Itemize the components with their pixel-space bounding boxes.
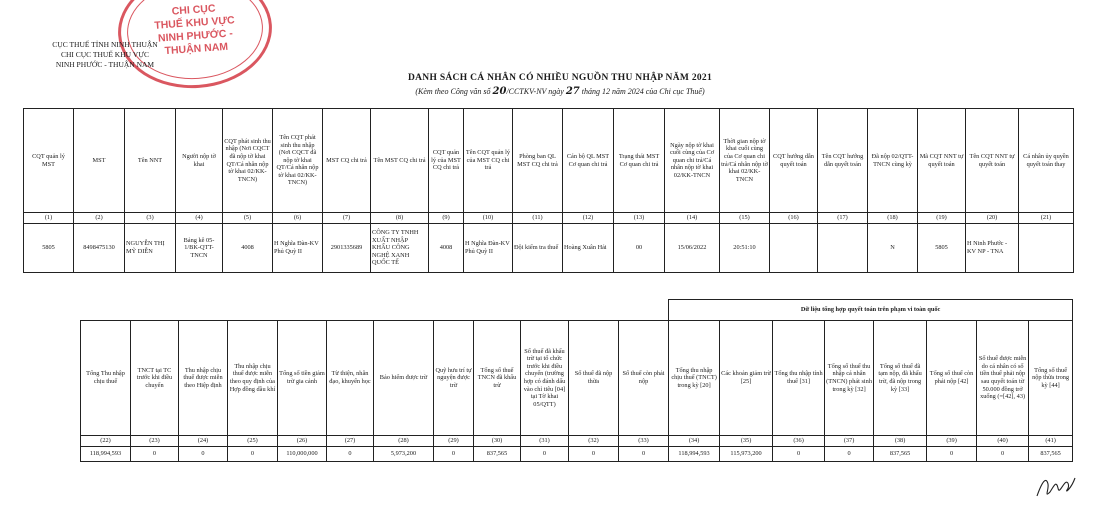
table2-header-cell-16: Tổng số thuế thu nhập cá nhân (TNCN) phát sinh trong kỳ [32] — [825, 321, 874, 436]
table1-col-number-6: (6) — [273, 213, 323, 224]
table1-data-cell-17 — [818, 224, 868, 273]
table1-header-cell-13: Trạng thái MST Cơ quan chi trả — [614, 109, 665, 213]
table2-group-row — [81, 300, 1073, 321]
table2-header-cell-15: Tổng thu nhập tính thuế [31] — [773, 321, 825, 436]
table1-header-cell-1: CQT quản lý MST — [24, 109, 74, 213]
table1-data-cell-18: N — [868, 224, 918, 273]
table2-data-cell-10: 0 — [521, 447, 569, 462]
table1-col-number-9: (9) — [429, 213, 464, 224]
table1-col-number-7: (7) — [323, 213, 371, 224]
table1-data-cell-5: 4008 — [223, 224, 273, 273]
table1-data-cell-9: 4008 — [429, 224, 464, 273]
table2-col-number-10: (31) — [521, 436, 569, 447]
table1-header-cell-2: MST — [74, 109, 125, 213]
table2-header-cell-7: Bảo hiểm được trừ — [374, 321, 434, 436]
seal-line-4: THUẬN NAM — [164, 40, 229, 58]
table2-header-cell-20: Tổng số thuế nộp thừa trong kỳ [44] — [1029, 321, 1073, 436]
seal-line-2: THUẾ KHU VỰC — [153, 14, 236, 32]
table2-data-cell-17: 837,565 — [874, 447, 927, 462]
table1-header-cell-5: CQT phát sinh thu nhập (Nơi CQCT đã nộp tờ khai QT/Cá nhân nộp tờ khai 02/KK-TNCN) — [223, 109, 273, 213]
table1-header-row — [24, 109, 1074, 213]
table1-header-cell-10: Tên CQT quản lý của MST CQ chi trả — [464, 109, 513, 213]
table1-col-number-19: (19) — [918, 213, 966, 224]
table2-col-number-9: (30) — [474, 436, 521, 447]
table2-header-cell-4: Thu nhập chịu thuế được miễn theo quy định của Hợp đồng dầu khí — [228, 321, 278, 436]
table1-col-number-11: (11) — [513, 213, 563, 224]
table1-data-cell-14: 15/06/2022 — [665, 224, 720, 273]
table2-col-number-12: (33) — [619, 436, 669, 447]
table2-data-cell-2: 0 — [131, 447, 179, 462]
table1-header-cell-19: Mã CQT NNT tự quyết toán — [918, 109, 966, 213]
table2-group-label: Dữ liệu tổng hợp quyết toán trên phạm vi toàn quốc — [669, 300, 1073, 321]
table1-data-cell-16 — [770, 224, 818, 273]
table1-col-number-5: (5) — [223, 213, 273, 224]
table1-header-cell-20: Tên CQT NNT tự quyết toán — [966, 109, 1019, 213]
table1-header-cell-9: CQT quản lý của MST CQ chi trả — [429, 109, 464, 213]
table1-col-number-4: (4) — [176, 213, 223, 224]
table1-header-cell-12: Cán bộ QL MST Cơ quan chi trả — [563, 109, 614, 213]
table2-header-cell-9: Tổng số thuế TNCN đã khấu trừ — [474, 321, 521, 436]
table2-col-number-1: (22) — [81, 436, 131, 447]
table1-col-number-18: (18) — [868, 213, 918, 224]
table1-col-number-14: (14) — [665, 213, 720, 224]
table1-col-number-20: (20) — [966, 213, 1019, 224]
table1-header-cell-4: Người nộp tờ khai — [176, 109, 223, 213]
table2-data-cell-7: 5,973,200 — [374, 447, 434, 462]
table2-col-number-16: (37) — [825, 436, 874, 447]
seal-line-3: NINH PHƯỚC - — [157, 27, 234, 45]
table2-data-cell-18: 0 — [927, 447, 977, 462]
table2-header-cell-12: Số thuế còn phải nộp — [619, 321, 669, 436]
table2-data-cell-1: 118,994,593 — [81, 447, 131, 462]
table1-data-cell-20: H Ninh Phước - KV NP - TNA — [966, 224, 1019, 273]
table2-number-row — [81, 436, 1073, 447]
table1-data-row — [24, 224, 1074, 273]
table2-col-number-14: (35) — [720, 436, 773, 447]
table2-col-number-11: (32) — [569, 436, 619, 447]
table1-col-number-12: (12) — [563, 213, 614, 224]
table1-col-number-17: (17) — [818, 213, 868, 224]
subtitle-post: tháng 12 năm 2024 của Chi cục Thuế) — [581, 87, 705, 96]
table2-header-cell-5: Tổng số tiền giảm trừ gia cảnh — [278, 321, 327, 436]
table1-data-cell-4: Bảng kê 05-1/BK-QTT-TNCN — [176, 224, 223, 273]
table2-data-cell-11: 0 — [569, 447, 619, 462]
table2-col-number-2: (23) — [131, 436, 179, 447]
agency-line-2: CHI CỤC THUẾ KHU VỰC — [60, 50, 150, 59]
table2-data-cell-16: 0 — [825, 447, 874, 462]
table2-group-spacer — [81, 300, 669, 321]
table2-data-cell-13: 118,994,593 — [669, 447, 720, 462]
table1-data-cell-15: 20:51:10 — [720, 224, 770, 273]
table2-header-cell-11: Số thuế đã nộp thừa — [569, 321, 619, 436]
table2-data-cell-15: 0 — [773, 447, 825, 462]
table2-data-cell-8: 0 — [434, 447, 474, 462]
table1-header-cell-17: Tên CQT hướng dẫn quyết toán — [818, 109, 868, 213]
table2-col-number-7: (28) — [374, 436, 434, 447]
table2-col-number-15: (36) — [773, 436, 825, 447]
table1-data-cell-10: H Nghĩa Đàn-KV Phủ Quỳ II — [464, 224, 513, 273]
table2-header-cell-18: Tổng số thuế còn phải nộp [42] — [927, 321, 977, 436]
table2-data-cell-19: 0 — [977, 447, 1029, 462]
table1-header-cell-14: Ngày nộp tờ khai cuối cùng của Cơ quan chi trả/Cá nhân nộp tờ khai 02/KK-TNCN — [665, 109, 720, 213]
table2-header-cell-13: Tổng thu nhập chịu thuế (TNCT) trong kỳ [20] — [669, 321, 720, 436]
table1-data-cell-2: 8498475130 — [74, 224, 125, 273]
table2-header-cell-6: Từ thiện, nhân đạo, khuyến học — [327, 321, 374, 436]
table2-data-cell-14: 115,973,200 — [720, 447, 773, 462]
table2-col-number-13: (34) — [669, 436, 720, 447]
table1-data-cell-7: 2901335689 — [323, 224, 371, 273]
table2-col-number-18: (39) — [927, 436, 977, 447]
table1-header-cell-15: Thời gian nộp tờ khai cuối cùng của Cơ quan chi trả/Cá nhân nộp tờ khai 02/KK-TNCN — [720, 109, 770, 213]
table2-data-cell-20: 837,565 — [1029, 447, 1073, 462]
table2-col-number-20: (41) — [1029, 436, 1073, 447]
table1-data-cell-21 — [1019, 224, 1074, 273]
table2-col-number-4: (25) — [228, 436, 278, 447]
table1-col-number-13: (13) — [614, 213, 665, 224]
subtitle-mid: /CCTKV-NV ngày — [506, 87, 564, 96]
agency-line-3: NINH PHƯỚC - THUẬN NAM — [55, 60, 155, 69]
table1-header-cell-21: Cá nhân ủy quyền quyết toán thay — [1019, 109, 1074, 213]
table1-data-cell-3: NGUYỄN THỊ MỸ DIỄN — [125, 224, 176, 273]
table1-data-cell-19: 5805 — [918, 224, 966, 273]
table1-data-cell-6: H Nghĩa Đàn-KV Phủ Quỳ II — [273, 224, 323, 273]
table1-data-cell-1: 5805 — [24, 224, 74, 273]
table2-col-number-6: (27) — [327, 436, 374, 447]
table2-data-cell-3: 0 — [179, 447, 228, 462]
document-day: 27 — [565, 86, 580, 97]
table2-header-cell-10: Số thuế đã khấu trừ tại tổ chức trước khi điều chuyển (trường hợp có đánh dấu vào chỉ tiêu [04] tại Tờ khai 05/QTT) — [521, 321, 569, 436]
table2-header-cell-8: Quỹ hưu trí tự nguyện được trừ — [434, 321, 474, 436]
table1-col-number-8: (8) — [371, 213, 429, 224]
seal-line-1: CHI CỤC — [171, 2, 216, 18]
table1-data-cell-12: Hoàng Xuân Hải — [563, 224, 614, 273]
table1-header-cell-6: Tên CQT phát sinh thu nhập (Nơi CQCT đã nộp tờ khai QT/Cá nhân nộp tờ khai 02/KK-TNCN) — [273, 109, 323, 213]
table2-data-cell-5: 110,000,000 — [278, 447, 327, 462]
table2-col-number-17: (38) — [874, 436, 927, 447]
table2-col-number-3: (24) — [179, 436, 228, 447]
tax-settlement-table — [80, 299, 1073, 462]
table2-col-number-8: (29) — [434, 436, 474, 447]
document-number: 20 — [492, 86, 507, 97]
income-sources-table — [23, 108, 1074, 273]
table1-col-number-15: (15) — [720, 213, 770, 224]
table2-header-cell-14: Các khoản giảm trừ [25] — [720, 321, 773, 436]
table1-col-number-3: (3) — [125, 213, 176, 224]
subtitle-pre: (Kèm theo Công văn số — [415, 87, 491, 96]
table1-header-cell-3: Tên NNT — [125, 109, 176, 213]
table2-data-cell-6: 0 — [327, 447, 374, 462]
table1-data-cell-11: Đội kiểm tra thuế — [513, 224, 563, 273]
table1-header-cell-7: MST CQ chi trả — [323, 109, 371, 213]
table2-col-number-5: (26) — [278, 436, 327, 447]
table2-data-row — [81, 447, 1073, 462]
table1-number-row — [24, 213, 1074, 224]
table1-col-number-2: (2) — [74, 213, 125, 224]
table2-data-cell-4: 0 — [228, 447, 278, 462]
table2-header-row — [81, 321, 1073, 436]
table2-header-cell-1: Tổng Thu nhập chịu thuế — [81, 321, 131, 436]
table2-col-number-19: (40) — [977, 436, 1029, 447]
table1-header-cell-16: CQT hướng dẫn quyết toán — [770, 109, 818, 213]
table2-data-cell-9: 837,565 — [474, 447, 521, 462]
table1-header-cell-18: Đã nộp 02/QTT-TNCN cùng kỳ — [868, 109, 918, 213]
table1-header-cell-11: Phòng ban QL MST CQ chi trả — [513, 109, 563, 213]
issuing-agency — [30, 40, 180, 70]
table1-col-number-10: (10) — [464, 213, 513, 224]
agency-line-1: CỤC THUẾ TỈNH NINH THUẬN — [52, 40, 158, 49]
table2-header-cell-3: Thu nhập chịu thuế được miễn theo Hiệp định — [179, 321, 228, 436]
table1-col-number-21: (21) — [1019, 213, 1074, 224]
document-subtitle — [300, 86, 820, 97]
table2-header-cell-17: Tổng số thuế đã tạm nộp, đã khấu trừ, đã nộp trong kỳ [33] — [874, 321, 927, 436]
table2-data-cell-12: 0 — [619, 447, 669, 462]
table1-header-cell-8: Tên MST CQ chi trả — [371, 109, 429, 213]
document-title: DANH SÁCH CÁ NHÂN CÓ NHIỀU NGUỒN THU NHẬP NĂM 2021 — [407, 73, 713, 83]
table1-col-number-1: (1) — [24, 213, 74, 224]
table1-data-cell-13: 00 — [614, 224, 665, 273]
table2-header-cell-19: Số thuế được miễn do cá nhân có số tiền thuế phải nộp sau quyết toán từ 50.000 đồng trở xuống (=[42], 43) — [977, 321, 1029, 436]
table2-header-cell-2: TNCT tại TC trước khi điều chuyển — [131, 321, 179, 436]
table1-col-number-16: (16) — [770, 213, 818, 224]
table1-data-cell-8: CÔNG TY TNHH XUẤT NHẬP KHẨU CÔNG NGHỆ XANH QUỐC TẾ — [371, 224, 429, 273]
handwritten-signature — [1034, 472, 1078, 502]
